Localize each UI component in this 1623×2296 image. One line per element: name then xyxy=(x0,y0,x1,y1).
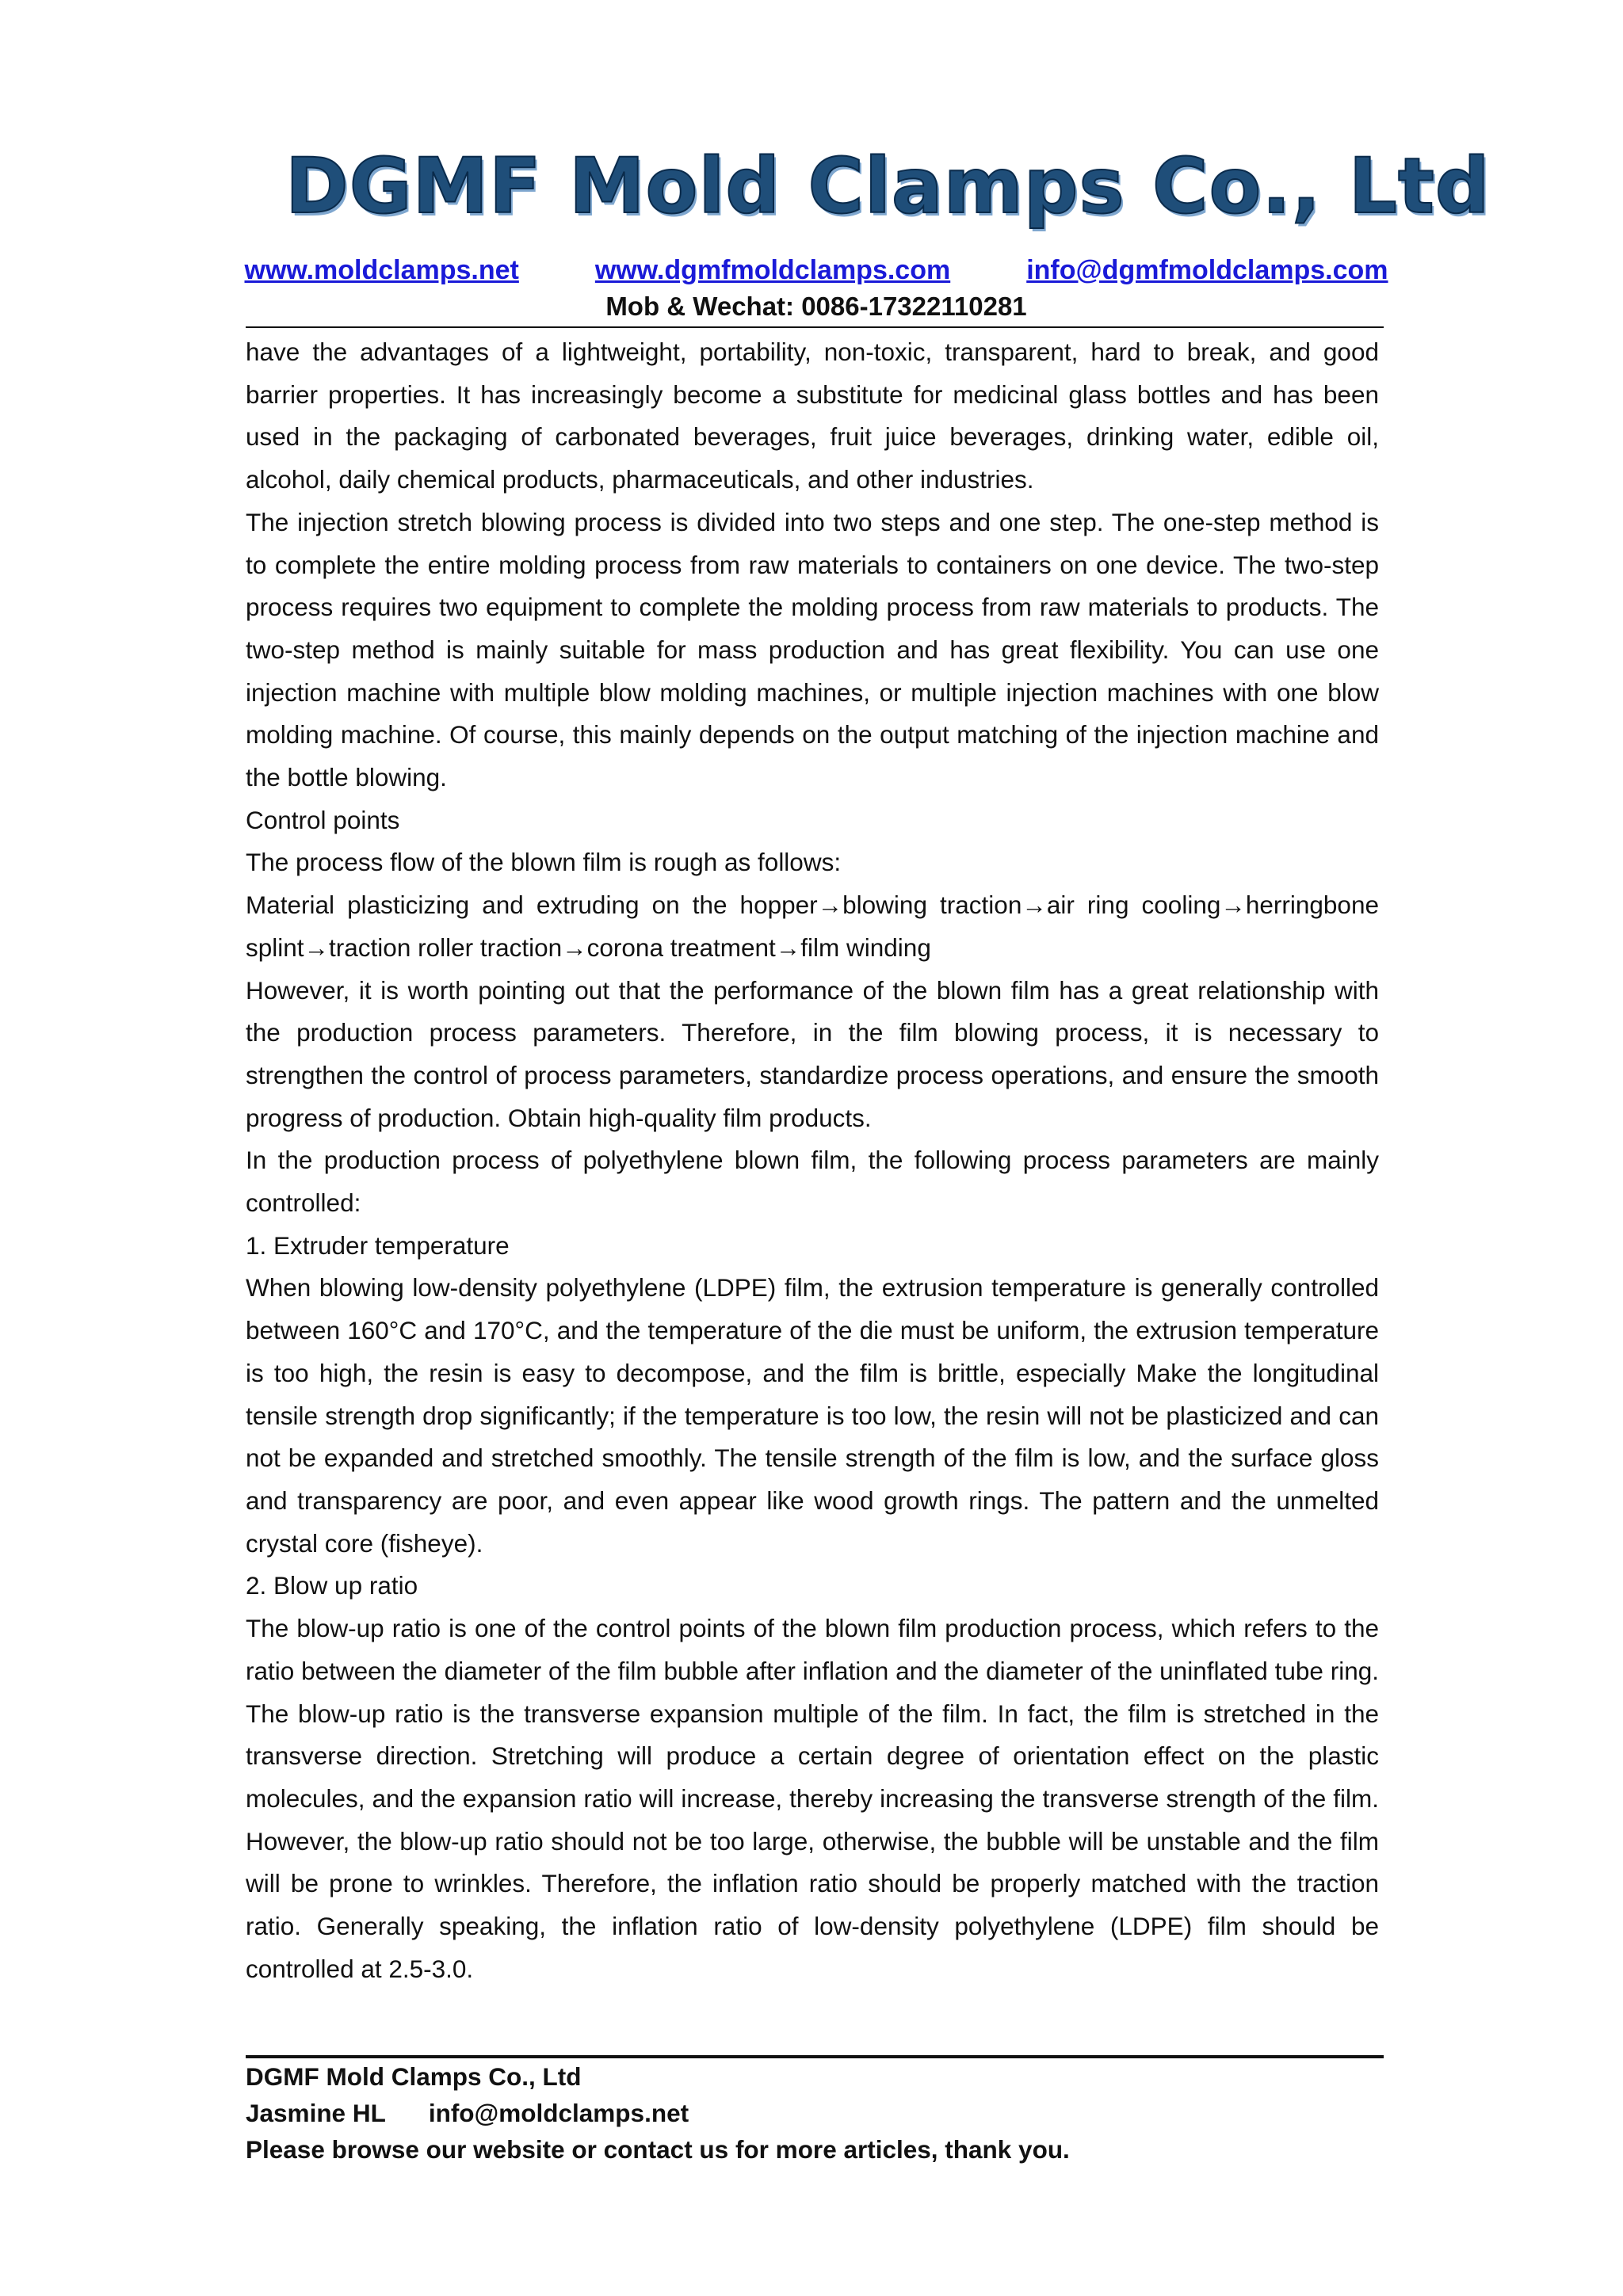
article-body xyxy=(246,331,1379,1990)
logo-text: DGMF Mold Clamps Co., Ltd xyxy=(285,142,1491,231)
heading-control-points: Control points xyxy=(246,805,400,834)
paragraph-injection-stretch: The injection stretch blowing process is divided into two steps and one step. The one-step method is to complete the entire molding process from raw materials to containers on one device. The two-step process requires two equipment to complete the molding process from raw materials to products. The two-step method is mainly suitable for mass production and has great flexibility. You can use one injection machine with multiple blow molding machines, or multiple injection machines with one blow molding machine. Of course, this mainly depends on the output matching of the injection machine and the bottle blowing. xyxy=(246,507,1379,792)
paragraph-performance: However, it is worth pointing out that the performance of the blown film has a great relationship with the production process parameters. Therefore, in the film blowing process, it is necessary to strengthen the control of process parameters, standardize process operations, and ensure the smooth progress of production. Obtain high-quality film products. xyxy=(246,975,1379,1132)
paragraph-advantages: have the advantages of a lightweight, portability, non-toxic, transparent, hard to break, and good barrier properties. It has increasingly become a substitute for medicinal glass bottles and has been used in the packaging of carbonated beverages, fruit juice beverages, drinking water, edible oil, alcohol, daily chemical products, pharmaceuticals, and other industries. xyxy=(246,338,1379,494)
footer-note: Please browse our website or contact us for more articles, thank you. xyxy=(246,2135,1070,2164)
heading-blow-up-ratio: 2. Blow up ratio xyxy=(246,1571,418,1600)
paragraph-blow-up-ratio: The blow-up ratio is one of the control points of the blown film production process, which refers to the ratio between the diameter of the film bubble after inflation and the diameter of the uninflated tube ring. The blow-up ratio is the transverse expansion multiple of the film. In fact, the film is stretched in the transverse direction. Stretching will produce a certain degree of orientation effect on the plastic molecules, and the expansion ratio will increase, thereby increasing the transverse strength of the film. However, the blow-up ratio should not be too large, otherwise, the bubble will be unstable and the film will be prone to wrinkles. Therefore, the inflation ratio should be properly matched with the traction ratio. Generally speaking, the inflation ratio of low-density polyethylene (LDPE) film should be controlled at 2.5-3.0. xyxy=(246,1614,1379,1983)
footer-contact xyxy=(246,2095,1384,2131)
footer-contact-name: Jasmine HL xyxy=(246,2099,386,2127)
paragraph-extruder-temperature: When blowing low-density polyethylene (LDPE) film, the extrusion temperature is generally controlled between 160°C and 170°C, and the temperature of the die must be uniform, the extrusion temperature is too high, the resin is easy to decompose, and the film is brittle, especially Make the longitudinal tensile strength drop significantly; if the temperature is too low, the resin will not be plasticized and can not be expanded and stretched smoothly. The tensile strength of the film is low, and the surface gloss and transparency are poor, and even appear like wood growth rings. The pattern and the unmelted crystal core (fisheye). xyxy=(246,1273,1379,1558)
footer-contact-email: info@moldclamps.net xyxy=(428,2099,689,2127)
website-link-moldclamps[interactable]: www.moldclamps.net xyxy=(244,255,519,285)
paragraph-process-flow: Material plasticizing and extruding on the hopper→blowing traction→air ring cooling→herringbone splint→traction roller traction→corona treatment→film winding xyxy=(246,891,1379,962)
footer-company: DGMF Mold Clamps Co., Ltd xyxy=(246,2062,582,2091)
header-contact: Mob & Wechat: 0086-17322110281 xyxy=(605,292,1027,321)
header-divider xyxy=(246,326,1384,328)
email-link[interactable]: info@dgmfmoldclamps.com xyxy=(1026,255,1388,285)
website-link-dgmfmoldclamps[interactable]: www.dgmfmoldclamps.com xyxy=(594,255,951,285)
header-links xyxy=(246,252,1387,288)
heading-extruder-temperature: 1. Extruder temperature xyxy=(246,1230,510,1260)
footer xyxy=(246,2058,1384,2168)
paragraph-parameters-intro: In the production process of polyethylene blown film, the following process parameters are mainly controlled: xyxy=(246,1146,1379,1218)
company-logo xyxy=(285,142,1491,231)
paragraph-process-flow-intro: The process flow of the blown film is rough as follows: xyxy=(246,848,842,877)
